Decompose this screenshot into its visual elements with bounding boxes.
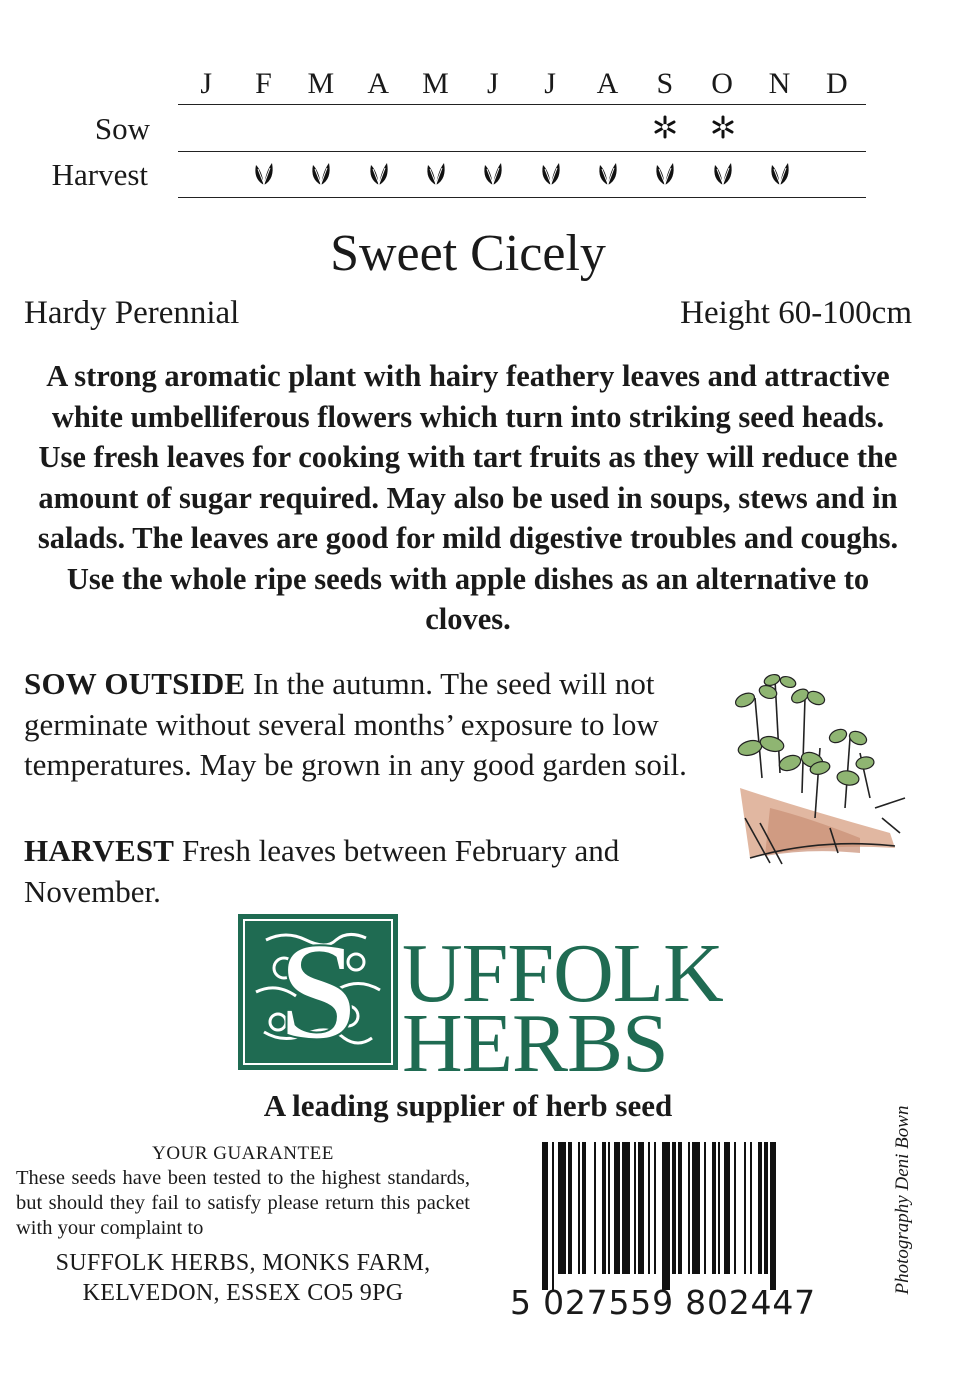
- sow-cell: [235, 107, 292, 151]
- plant-type: Hardy Perennial: [24, 295, 240, 331]
- harvest-cell: [235, 153, 292, 197]
- guarantee-address: [16, 1248, 470, 1308]
- barcode-bar: [622, 1142, 630, 1274]
- month-3: M: [307, 67, 336, 100]
- month-1: J: [200, 67, 213, 100]
- barcode-bar: [662, 1142, 670, 1290]
- sow-cell: [637, 107, 694, 151]
- harvest-leaf-icon: [538, 159, 564, 192]
- harvest-cell: [407, 153, 464, 197]
- barcode-bar: [648, 1142, 650, 1274]
- barcode-bar: [692, 1142, 700, 1274]
- barcode-bar: [718, 1142, 720, 1274]
- barcode-bar: [744, 1142, 746, 1274]
- harvest-cell: [637, 153, 694, 197]
- barcode-bar: [614, 1142, 620, 1274]
- harvest-cell: [293, 153, 350, 197]
- barcode-bar: [678, 1142, 682, 1274]
- barcode-bar: [552, 1142, 554, 1290]
- harvest-leaf-icon: [595, 159, 621, 192]
- sow-cell: [178, 107, 235, 151]
- barcode-bar: [724, 1142, 730, 1274]
- barcode-bar: [582, 1142, 586, 1274]
- address-line-1: SUFFOLK HERBS, MONKS FARM,: [55, 1250, 431, 1276]
- month-12: D: [825, 67, 849, 100]
- harvest-leaf-icon: [767, 159, 793, 192]
- calendar-rule-bottom: [178, 197, 866, 198]
- harvest-leaf-icon: [308, 159, 334, 192]
- sow-mark-icon: [711, 115, 735, 144]
- barcode-bar: [634, 1142, 636, 1274]
- suffolk-herbs-logo: [236, 912, 723, 1090]
- month-11: N: [768, 67, 792, 100]
- harvest-leaf-icon: [423, 159, 449, 192]
- month-7: J: [544, 67, 557, 100]
- harvest-leaf-icon: [480, 159, 506, 192]
- calendar-rule-top: [178, 104, 866, 105]
- sow-cell: [465, 107, 522, 151]
- plant-height: Height 60-100cm: [680, 295, 912, 331]
- harvest-row-label: Harvest: [51, 157, 148, 192]
- harvest-cell: [809, 153, 866, 197]
- barcode-bar: [770, 1142, 776, 1290]
- sow-cell: [579, 107, 636, 151]
- barcode-bar: [578, 1142, 580, 1274]
- month-5: M: [422, 67, 450, 100]
- sow-row: [178, 107, 866, 151]
- sow-cell: [350, 107, 407, 151]
- sow-cell: [293, 107, 350, 151]
- sow-cell: [694, 107, 751, 151]
- harvest-cell: [350, 153, 407, 197]
- barcode-bar: [758, 1142, 762, 1274]
- harvest-text: Fresh leaves between February and November.: [24, 833, 620, 909]
- calendar-rule-middle: [178, 151, 866, 152]
- sow-instructions: [24, 664, 704, 786]
- barcode-bar: [654, 1142, 656, 1274]
- product-description: A strong aromatic plant with hairy feathery leaves and attractive white umbelliferous flowers which turn into striking seed heads. Use fresh leaves for cooking with tart fruits as they will reduce the amount of sugar required. May also be used in soups, stews and in salads. The leaves are good for mild digestive troubles and coughs. Use the whole ripe seeds with apple dishes as an alternative to cloves.: [37, 359, 899, 636]
- seedling-illustration: [710, 668, 910, 868]
- harvest-instructions: [24, 831, 714, 912]
- sow-row-label: Sow: [94, 111, 150, 146]
- month-6: J: [486, 67, 500, 100]
- harvest-heading: HARVEST: [24, 833, 175, 868]
- harvest-leaf-icon: [710, 159, 736, 192]
- barcode-bar: [688, 1142, 690, 1274]
- product-title: Sweet Cicely: [330, 225, 606, 282]
- month-4: A: [367, 67, 390, 100]
- barcode-bar: [568, 1142, 572, 1274]
- decorative-s-initial: [236, 912, 400, 1072]
- address-line-2: KELVEDON, ESSEX CO5 9PG: [82, 1280, 404, 1306]
- barcode-bar: [602, 1142, 606, 1274]
- brand-tagline: A leading supplier of herb seed: [263, 1088, 673, 1123]
- barcode-bar: [750, 1142, 752, 1274]
- harvest-leaf-icon: [251, 159, 277, 192]
- month-header: [178, 64, 866, 104]
- harvest-cell: [751, 153, 808, 197]
- harvest-cell: [579, 153, 636, 197]
- harvest-leaf-icon: [366, 159, 392, 192]
- barcode-bar: [558, 1142, 566, 1274]
- harvest-leaf-icon: [652, 159, 678, 192]
- barcode-bar: [764, 1142, 768, 1274]
- guarantee-title: YOUR GUARANTEE: [152, 1143, 334, 1164]
- harvest-cell: [465, 153, 522, 197]
- month-9: S: [656, 67, 675, 100]
- barcode-bar: [594, 1142, 596, 1274]
- barcode-number: 5 027559 802447: [510, 1283, 816, 1322]
- guarantee-body: These seeds have been tested to the highest standards, but should they fail to satisfy please return this packet with your complaint to: [16, 1167, 470, 1239]
- harvest-cell: [522, 153, 579, 197]
- month-8: A: [596, 67, 620, 100]
- barcode-bar: [672, 1142, 676, 1274]
- harvest-cell: [178, 153, 235, 197]
- sow-cell: [522, 107, 579, 151]
- barcode-bar: [704, 1142, 706, 1274]
- sow-mark-icon: [653, 115, 677, 144]
- sow-cell: [809, 107, 866, 151]
- harvest-row: [178, 153, 866, 197]
- sow-cell: [751, 107, 808, 151]
- sow-text: In the autumn. The seed will not germinate without several months’ exposure to low temperatures. May be grown in any good garden soil.: [24, 666, 687, 782]
- barcode-bar: [542, 1142, 548, 1290]
- barcode-bar: [608, 1142, 610, 1274]
- logo-word-suffolk: UFFOLK: [402, 927, 723, 1020]
- month-2: F: [255, 67, 273, 100]
- month-10: O: [711, 67, 734, 100]
- harvest-cell: [694, 153, 751, 197]
- sow-heading: SOW OUTSIDE: [24, 666, 246, 701]
- sow-cell: [407, 107, 464, 151]
- barcode-bar: [638, 1142, 644, 1274]
- barcode-bar: [734, 1142, 736, 1274]
- logo-word-herbs: HERBS: [402, 997, 668, 1090]
- barcode: [540, 1142, 840, 1290]
- logo-initial: S: [279, 914, 357, 1069]
- photo-credit: Photography Deni Bown: [892, 1105, 913, 1295]
- barcode-bar: [712, 1142, 716, 1274]
